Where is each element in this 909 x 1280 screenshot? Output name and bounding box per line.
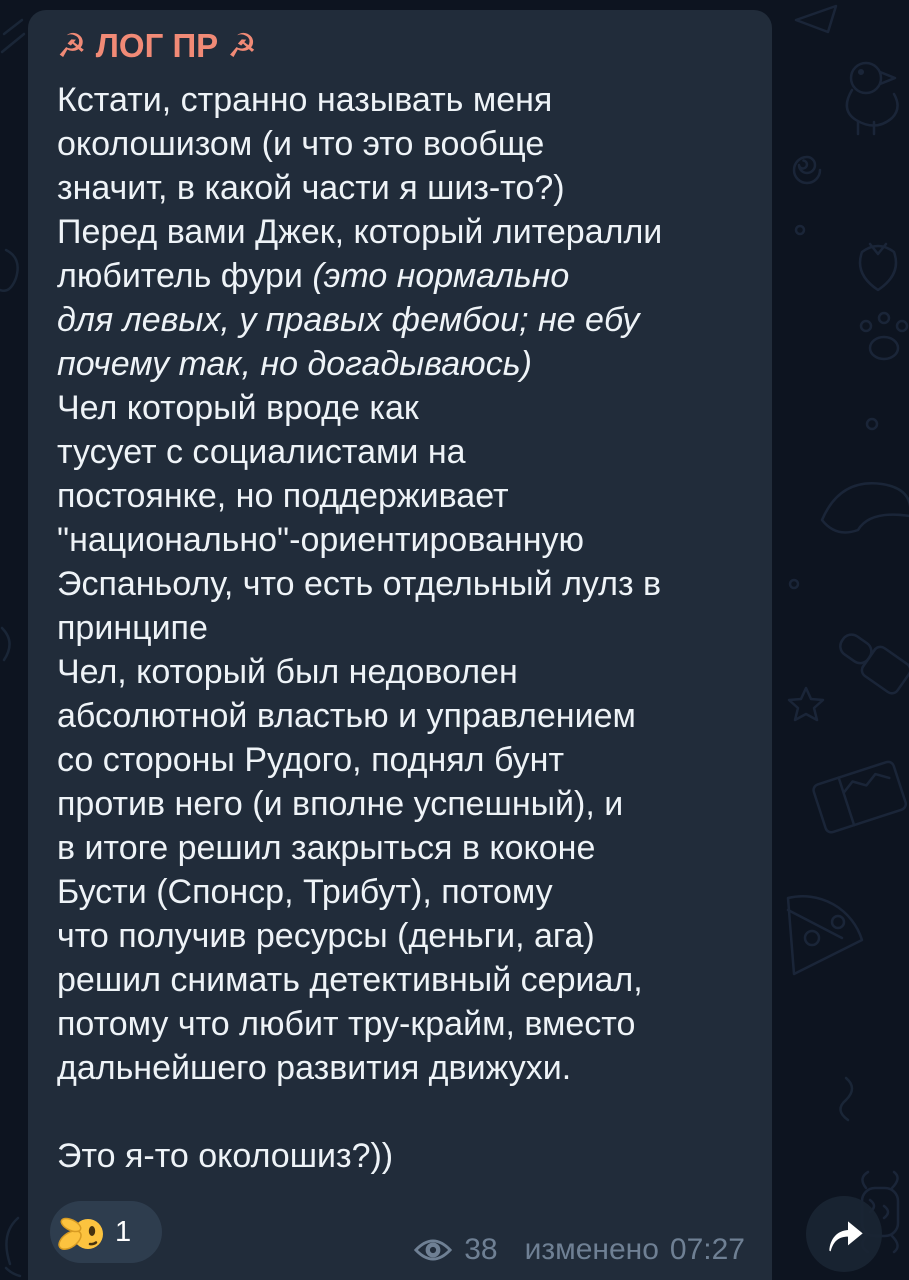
message-segment: тусует с социалистами на <box>57 433 466 471</box>
views-eye-icon <box>413 1236 453 1264</box>
message-line <box>57 1002 662 1046</box>
edited-time: 07:27 <box>669 1233 745 1266</box>
message-segment: что получив ресурсы (деньги, ага) <box>57 917 595 955</box>
message-segment: Чел, который был недоволен <box>57 653 518 691</box>
message-line <box>57 122 662 166</box>
message-line <box>57 562 662 606</box>
message-line <box>57 606 662 650</box>
message-line <box>57 694 662 738</box>
message-segment: дальнейшего развития движухи. <box>57 1049 572 1087</box>
message-segment: потому что любит тру-крайм, вместо <box>57 1005 636 1043</box>
edited-label: изменено <box>524 1233 659 1266</box>
share-button[interactable] <box>806 1196 882 1272</box>
message-line <box>57 1134 662 1178</box>
message-line <box>57 958 662 1002</box>
pointing-at-face-emoji-icon <box>57 1208 105 1256</box>
message-segment: постоянке, но поддерживает <box>57 477 509 515</box>
message-line <box>57 210 662 254</box>
message-segment: Чел который вроде как <box>57 389 419 427</box>
message-segment: в итоге решил закрыться в коконе <box>57 829 596 867</box>
message-segment: принципе <box>57 609 208 647</box>
message-segment: со стороны Рудого, поднял бунт <box>57 741 565 779</box>
reaction-count: 1 <box>115 1215 132 1248</box>
message-line <box>57 474 662 518</box>
message-line <box>57 78 662 122</box>
message-segment-italic: (это нормально <box>312 257 570 295</box>
message-segment: Кстати, странно называть меня <box>57 81 553 119</box>
channel-name[interactable]: ☭ ЛОГ ПР ☭ <box>57 27 257 64</box>
forward-arrow-icon <box>820 1212 868 1256</box>
message-line <box>57 518 662 562</box>
message-segment-italic: почему так, но догадываюсь) <box>57 345 532 383</box>
message-bubble[interactable] <box>28 10 772 1280</box>
message-line <box>57 1090 662 1134</box>
reaction-pill[interactable] <box>50 1201 162 1263</box>
message-text <box>57 78 662 1178</box>
message-line <box>57 1046 662 1090</box>
message-segment-italic: для левых, у правых фембои; не ебу <box>57 301 640 339</box>
message-segment: любитель фури <box>57 257 313 295</box>
message-line <box>57 254 662 298</box>
message-segment: значит, в какой части я шиз-то?) <box>57 169 565 207</box>
message-line <box>57 430 662 474</box>
message-line <box>57 298 662 342</box>
message-meta <box>413 1228 745 1272</box>
message-line <box>57 914 662 958</box>
message-line <box>57 166 662 210</box>
message-line <box>57 650 662 694</box>
message-line <box>57 342 662 386</box>
views-count: 38 <box>464 1233 498 1266</box>
message-segment: против него (и вполне успешный), и <box>57 785 624 823</box>
message-segment: Эспаньолу, что есть отдельный лулз в <box>57 565 662 603</box>
message-line <box>57 826 662 870</box>
message-segment: Перед вами Джек, который литералли <box>57 213 663 251</box>
message-line <box>57 738 662 782</box>
message-segment: околошизом (и что это вообще <box>57 125 545 163</box>
message-line <box>57 870 662 914</box>
message-line <box>57 386 662 430</box>
message-segment: Это я-то околошиз?)) <box>57 1137 394 1175</box>
message-segment: решил снимать детективный сериал, <box>57 961 643 999</box>
message-segment: "национально"-ориентированную <box>57 521 584 559</box>
message-segment: абсолютной властью и управлением <box>57 697 636 735</box>
message-line <box>57 782 662 826</box>
message-segment: Бусти (Спонср, Трибут), потому <box>57 873 553 911</box>
